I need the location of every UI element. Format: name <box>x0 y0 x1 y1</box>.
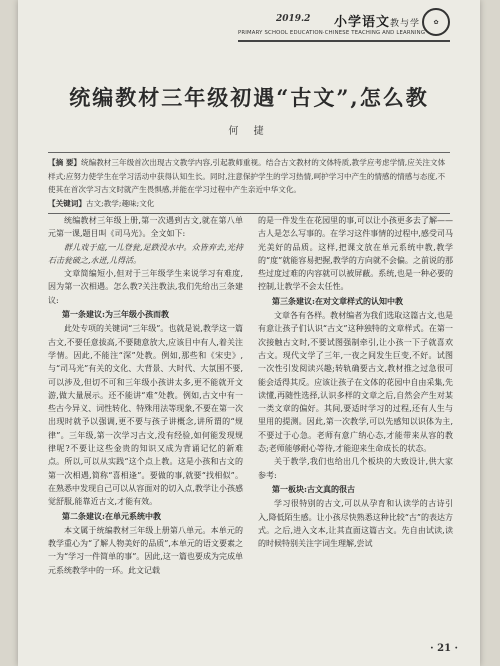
paragraph: 文章各有各样。教材编者为我们选取这篇古文,也是有意让孩子们认识“古文”这种独特的文章样式。在第一次接触古文时,不要试图强制牵引,让小孩一下子就喜欢古文。现代文学了三年,一夜之间发生巨变,不好。试图一次性引发阅读兴趣;转轨确要古文,教材推之过急很可能会适得其反。应该让孩子在文体的花园中自由采集,先读懂,再随性选择,认识多样的文章之后,自然会产生对某一类文章的偏好。其间,要适时学习的过程,还有人生与里用的提测。因此,第一次教学,可以先感知以识体为主,不要过于心急。老师有意广纳心态,才能带来从容的教态;老师能够耐心等待,才能迎来生命成长的状态。 <box>258 311 453 454</box>
paragraph: 关于教学,我们也给出几个板块的大致设计,供大家参考: <box>258 457 453 480</box>
keywords-label: 【关键词】 <box>48 198 86 208</box>
abstract-label: 【摘 要】 <box>48 158 82 167</box>
paragraph: 的是一件发生在花园里的事,可以让小孩更多去了解——古人是怎么写事的。在学习这件事情的过程中,感受司马光美好的品质。这样,把课文放在单元系统中教,教学的“度”就能容易把握,教学的方向就不会偏。之前说的那些过度过难的内容就可以被屏蔽。系统,也是一种必要的控制,让教学不会太任性。 <box>258 216 453 292</box>
article-author: 何 捷 <box>228 126 270 137</box>
paragraph: 文章简编短小,但对于三年级学生来说学习有难度,因为第一次相遇。怎么教?关注教法,我们先给出三条建议: <box>48 269 243 305</box>
paragraph: 此处专项的关键词“三年级”。也就是说,教学这一篇古文,不要任意拔高,不要随意放大,应该目中有人,着关注学情。因此,不能注“深”处教。例如,那些和《宋史》,与“司马光”有关的文化、大背景、大时代、大氛围不要,可以涉及,但切不可和三年级小孩讲太多,更不能就开文游,做大量展示。还不能讲“难”处教。例如,古文中有一些古今异义、词性转化、特殊用法等现象,不要在第一次出现时就予以强调,更不要与孩子讲概念,讲所谓的“规律”。三年级,第一次学习古文,没有经验,如何能发现规律呢?不要让这些金贵的知识又成为背诵记忆的新难点。所以,可以从实践“这个点上教。这是小孩和古文的第一次相遇,简称“喜相逢”。要做的事,就要“找相似”。在熟悉中发现自己可以从容面对的切入点,教学让小孩感觉舒服,能靠近古文,才能有效。 <box>48 324 243 507</box>
article-title: 统编教材三年级初遇“古文”,怎么教 <box>69 85 429 110</box>
page-number: · 21 · <box>430 643 458 654</box>
issue-number: 2019.2 <box>276 14 311 24</box>
keywords-text: 古文;教学;趣味;文化 <box>85 198 155 208</box>
magazine-page <box>18 0 480 666</box>
paragraph: 本文属于统编教材三年级上册第八单元。本单元的教学重心为“了解人物美好的品质”,本单元的语文要素之一为“学习一件简单的事”。因此,这一篇也要成为完成单元系统教学中的一环。此文记载 <box>48 525 243 575</box>
classical-text-quote: 群儿戏于庭,一儿登瓮,足跌没水中。众皆弃去,光持石击瓮破之,水迸,儿得活。 <box>48 242 243 265</box>
left-column <box>48 214 243 577</box>
paragraph: 统编教材三年级上册,第一次遇到古文,就在第八单元第一课,题目叫《司马光》。全文如下: <box>48 216 243 239</box>
abstract-box <box>48 152 450 214</box>
section-heading: 第二条建议:在单元系统中教 <box>62 510 161 521</box>
section-heading: 第一板块:古文真的很古 <box>272 483 355 494</box>
magazine-english-name: PRIMARY SCHOOL EDUCATION·CHINESE TEACHING AND LEARNING <box>238 30 426 36</box>
right-column <box>258 214 453 550</box>
section-heading: 第一条建议:为三年级小孩而教 <box>62 309 169 320</box>
section-heading: 第三条建议:在对文章样式的认知中教 <box>272 295 403 306</box>
running-header <box>238 8 450 46</box>
magazine-seal-logo: ✿ <box>422 8 450 36</box>
magazine-name: 小学语文教与学 <box>334 15 421 30</box>
paragraph: 学习很特别的古文,可以从孕育和认读学的古诗引入,降低陌生感。让小孩尽快熟悉这种比较“古”的表达方式。之后,进入文本,让其直面这篇古文。先自由试读,读的时候特别关注字词生理解,尝试 <box>258 499 453 549</box>
header-rule <box>238 40 450 42</box>
abstract-text: 统编教材三年级首次出现古文教学内容,引起教师重视。结合古文教材的文体特质,教学应考虑学情,应关注文体样式;应努力使学生在学习活动中获得认知生长。同时,注意保护学生的学习热情,呵护学习中产生的情感的情感与态度,不使其在首次学习古文时就产生畏惧感,并能在学习过程中产生亲近中华文化。 <box>48 158 446 194</box>
